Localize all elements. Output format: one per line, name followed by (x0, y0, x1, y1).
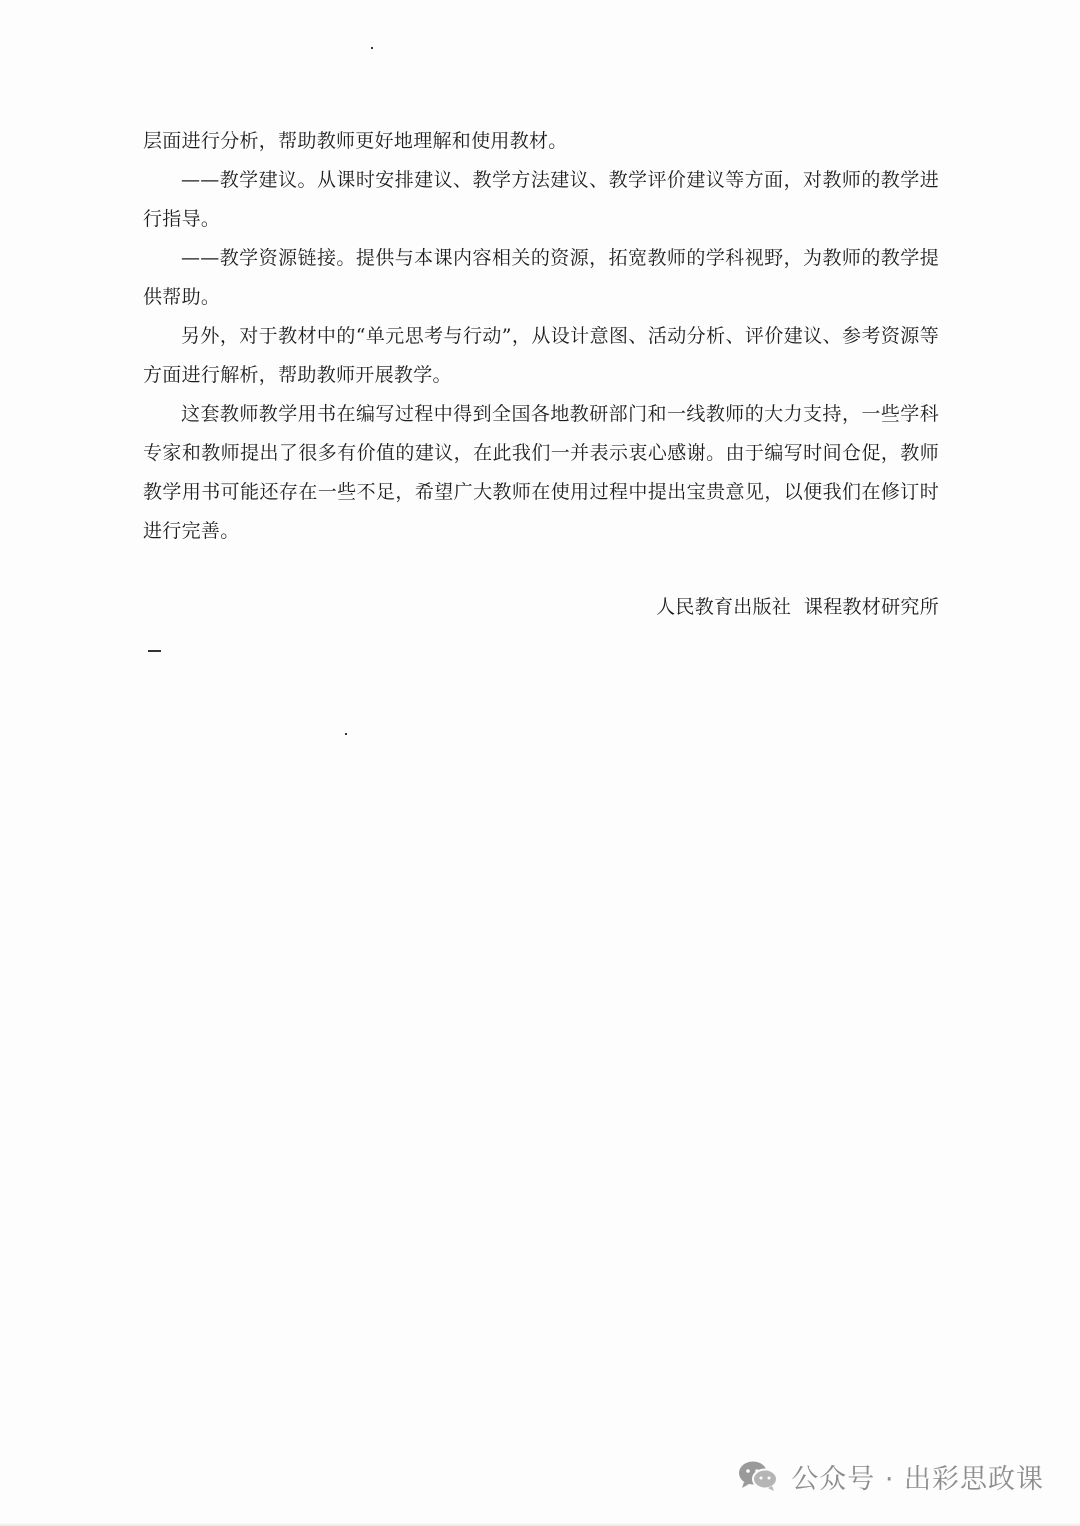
paragraph-teaching-suggestions: ——教学建议。从课时安排建议、教学方法建议、教学评价建议等方面，对教师的教学进行指导。 (143, 169, 939, 230)
paragraph-unit-reflection: 另外，对于教材中的“单元思考与行动”，从设计意图、活动分析、评价建议、参考资源等方面进行解析，帮助教师开展教学。 (143, 325, 939, 386)
watermark (737, 1454, 1044, 1498)
paragraph-acknowledgement: 这套教师教学用书在编写过程中得到全国各地教研部门和一线教师的大力支持，一些学科专家和教师提出了很多有价值的建议，在此我们一并表示衷心感谢。由于编写时间仓促，教师教学用书可能还存在一些不足，希望广大教师在使用过程中提出宝贵意见，以便我们在修订时进行完善。 (143, 403, 939, 542)
scan-speck (371, 47, 373, 49)
scan-speck (148, 650, 161, 652)
paragraph-continuation: 层面进行分析，帮助教师更好地理解和使用教材。 (143, 130, 568, 152)
paragraph-resource-links: ——教学资源链接。提供与本课内容相关的资源，拓宽教师的学科视野，为教师的教学提供帮助。 (143, 247, 939, 308)
wechat-icon (737, 1459, 779, 1493)
body-text (143, 122, 939, 551)
publisher-signature: 人民教育出版社 课程教材研究所 (656, 596, 939, 618)
scan-edge (0, 1522, 1080, 1526)
watermark-text: 公众号 · 出彩思政课 (791, 1463, 1044, 1495)
scan-speck (345, 733, 347, 735)
